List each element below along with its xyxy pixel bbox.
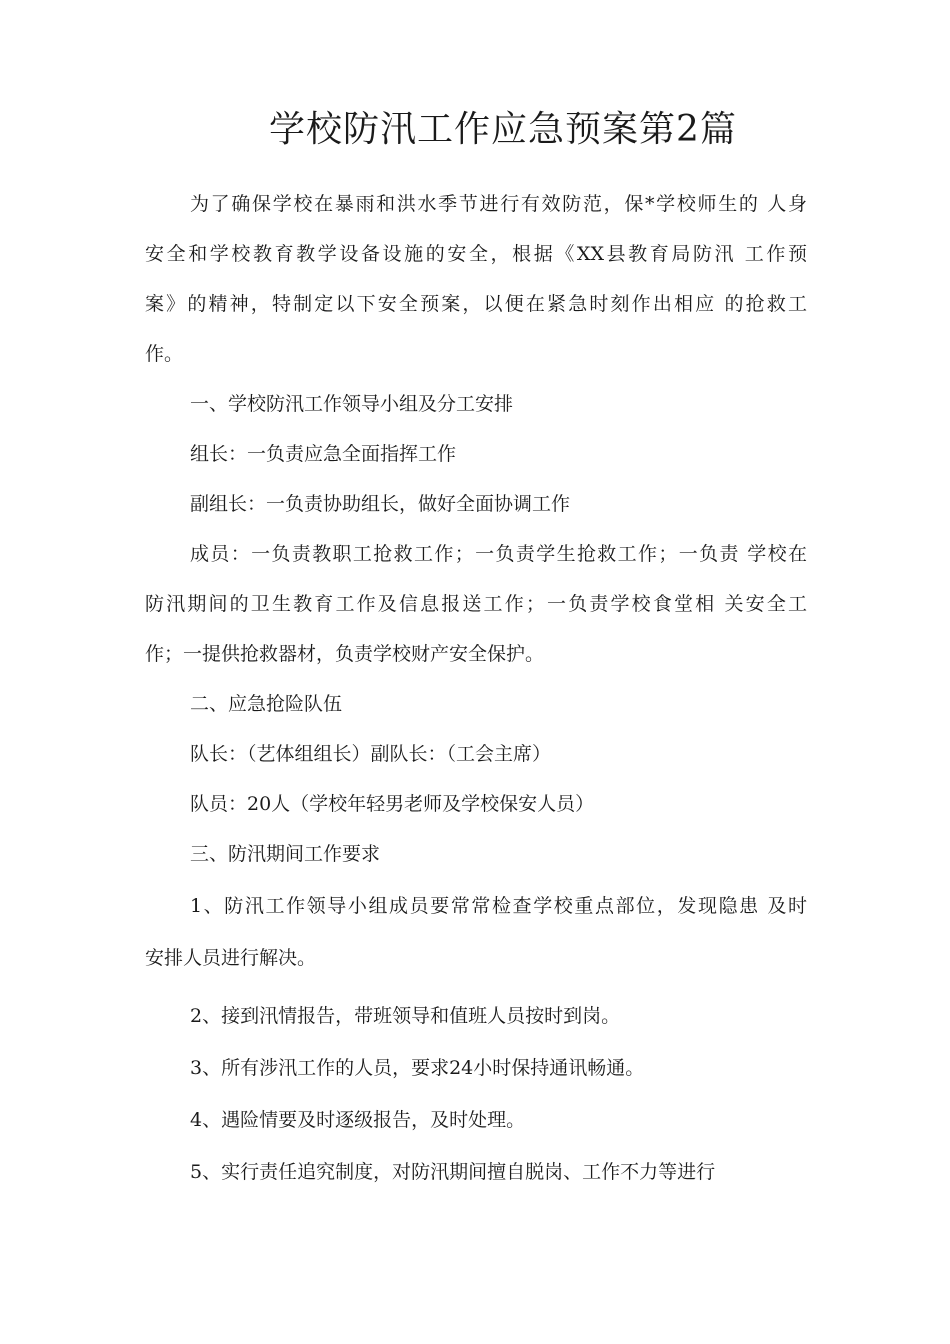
section-heading: 一、学校防汛工作领导小组及分工安排 (190, 393, 514, 415)
paragraph-line: 防汛期间的卫生教育工作及信息报送工作；一负责学校食堂相 关安全工 (145, 593, 807, 615)
paragraph-line: 副组长：一负责协助组长，做好全面协调工作 (190, 493, 571, 515)
paragraph-line: 为了确保学校在暴雨和洪水季节进行有效防范，保*学校师生的 人身 (190, 193, 807, 215)
paragraph-line: 案》的精神，特制定以下安全预案，以便在紧急时刻作出相应 的抢救工 (145, 293, 807, 315)
paragraph-line: 安排人员进行解决。 (145, 947, 317, 969)
paragraph-line: 队长：（艺体组组长）副队长：（工会主席） (190, 743, 552, 765)
paragraph-line: 5、实行责任追究制度，对防汛期间擅自脱岗、工作不力等进行 (190, 1161, 716, 1183)
section-heading: 二、应急抢险队伍 (190, 693, 343, 715)
paragraph-line: 作；一提供抢救器材，负责学校财产安全保护。 (145, 643, 545, 665)
document-title: 学校防汛工作应急预案第2篇 (269, 109, 737, 150)
paragraph-line: 队员：20人（学校年轻男老师及学校保安人员） (190, 793, 595, 815)
paragraph-line: 2、接到汛情报告，带班领导和值班人员按时到岗。 (190, 1005, 621, 1027)
paragraph-line: 作。 (145, 343, 184, 365)
section-heading: 三、防汛期间工作要求 (190, 843, 381, 865)
paragraph-line: 1、防汛工作领导小组成员要常常检查学校重点部位，发现隐患 及时 (190, 895, 807, 917)
paragraph-line: 成员：一负责教职工抢救工作；一负责学生抢救工作；一负责 学校在 (190, 543, 807, 565)
paragraph-line: 安全和学校教育教学设备设施的安全，根据《XX县教育局防汛 工作预 (145, 243, 807, 265)
paragraph-line: 3、所有涉汛工作的人员，要求24小时保持通讯畅通。 (190, 1057, 645, 1079)
paragraph-line: 组长：一负责应急全面指挥工作 (190, 443, 457, 465)
paragraph-line: 4、遇险情要及时逐级报告，及时处理。 (190, 1109, 526, 1131)
